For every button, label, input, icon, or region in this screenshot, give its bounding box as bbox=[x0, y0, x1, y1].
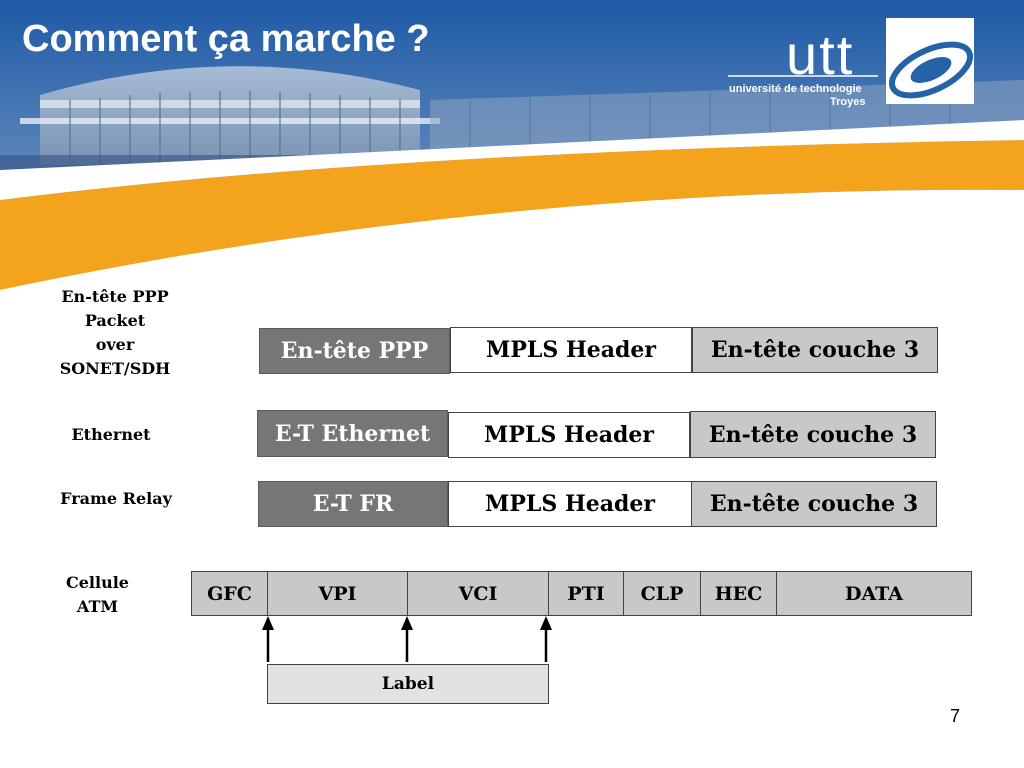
label-ppp bbox=[40, 285, 190, 381]
label-atm-line2: ATM bbox=[76, 597, 119, 616]
logo-subtitle: université de technologie bbox=[729, 83, 862, 95]
atm-field-pti: PTI bbox=[548, 571, 624, 616]
atm-field-vci: VCI bbox=[407, 571, 549, 616]
ppp-l2-header: En-tête PPP bbox=[259, 328, 450, 374]
atm-field-clp: CLP bbox=[623, 571, 701, 616]
ethernet-l3-header: En-tête couche 3 bbox=[690, 411, 936, 458]
ppp-l3-header: En-tête couche 3 bbox=[692, 327, 938, 373]
atm-field-hec: HEC bbox=[700, 571, 777, 616]
label-ppp-line3: over bbox=[95, 335, 135, 354]
slide-title: Comment ça marche ? bbox=[22, 18, 430, 60]
fr-l2-header: E-T FR bbox=[258, 481, 448, 527]
page-number: 7 bbox=[950, 706, 961, 726]
label-atm-cell bbox=[40, 571, 155, 619]
fr-l3-header: En-tête couche 3 bbox=[691, 481, 937, 527]
ethernet-l2-header: E-T Ethernet bbox=[257, 410, 448, 457]
label-ppp-line2: Packet bbox=[84, 311, 146, 330]
label-arrows bbox=[255, 612, 565, 664]
atm-field-data: DATA bbox=[776, 571, 972, 616]
label-box: Label bbox=[267, 664, 549, 704]
ppp-mpls-header: MPLS Header bbox=[450, 327, 692, 373]
arrow-up-icon bbox=[401, 616, 413, 662]
logo-wordmark: utt bbox=[786, 23, 855, 86]
fr-mpls-header: MPLS Header bbox=[448, 481, 692, 527]
logo-city: Troyes bbox=[830, 96, 866, 108]
label-frame-relay: Frame Relay bbox=[60, 489, 172, 508]
atm-field-gfc: GFC bbox=[191, 571, 268, 616]
label-atm-line1: Cellule bbox=[66, 573, 129, 592]
ethernet-mpls-header: MPLS Header bbox=[448, 412, 690, 458]
label-ethernet: Ethernet bbox=[71, 425, 151, 444]
arrow-up-icon bbox=[540, 616, 552, 662]
label-ppp-line4: SONET/SDH bbox=[59, 359, 171, 378]
label-ppp-line1: En-tête PPP bbox=[61, 287, 169, 306]
arrow-up-icon bbox=[262, 616, 274, 662]
atm-field-vpi: VPI bbox=[267, 571, 408, 616]
